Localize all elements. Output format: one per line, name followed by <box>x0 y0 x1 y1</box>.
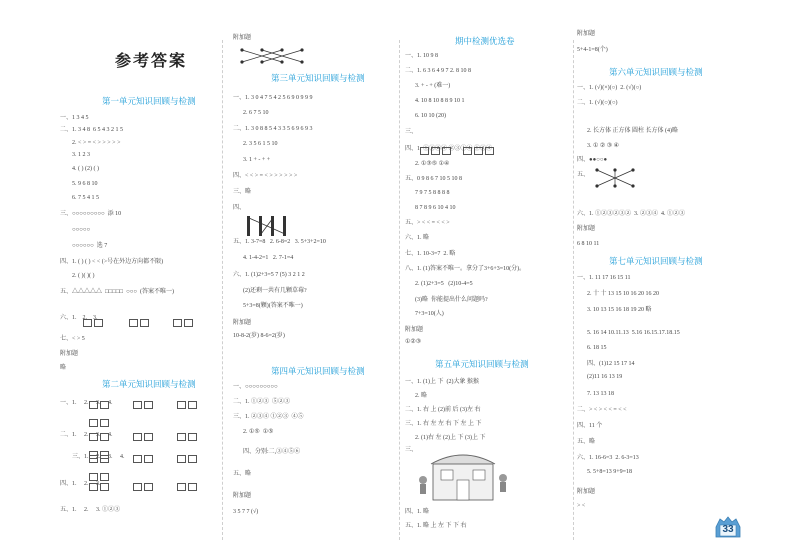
answer-line: 7 9 7 5 8 8 8 8 <box>415 190 450 196</box>
answer-line: 六、1. ①②③②③② 3. ②③④ 4. ①②③ <box>577 211 686 217</box>
answer-line: 3. 10 13 15 16 18 19 20 略 <box>587 307 652 313</box>
answer-line: 附加题 <box>577 226 596 232</box>
answer-line: 2. (1)2+3=5 (2)10-4=5 <box>415 281 473 287</box>
answer-line: 3. + - + (难一) <box>415 83 451 89</box>
answer-line: 2. 3 5 6 1 5 10 <box>243 141 278 147</box>
answer-line: 二、1. 右 上 (2)前 后 (3)左 右 <box>405 407 481 413</box>
answer-line: 三、○○○○○○○○○ 添 10 <box>60 211 122 217</box>
answer-line: 三、 <box>405 447 418 453</box>
answer-line: 二、1. ①②③ ⑤②③ <box>233 399 291 405</box>
answer-line: 六、1. 16-6=3 2. 6-3=13 <box>577 455 639 461</box>
answer-line: 附加题 <box>233 320 252 326</box>
answer-line: 3. 1 + - + + <box>243 157 271 163</box>
answer-line: 5. 5+8=13 9+9=18 <box>587 469 633 475</box>
check-box <box>83 319 92 327</box>
answer-line: 七、< > 5 <box>60 336 85 342</box>
answer-line: 附加题 <box>60 351 79 357</box>
answer-line: 7+3=10(人) <box>415 311 444 317</box>
section-title-unit6: 第六单元知识回顾与检测 <box>609 67 703 77</box>
answer-line: > < <box>577 503 586 509</box>
answer-line: 4. ( ) (2) ( ) <box>72 166 99 172</box>
page-title: 参考答案 <box>115 53 188 70</box>
answer-line: 3. 1 2 3 <box>72 152 90 158</box>
answer-line: 五、> < < = < < > <box>405 220 450 226</box>
matching-diagram <box>238 46 308 66</box>
answer-line: 5+3=8(颗)(答案不唯一) <box>243 303 303 309</box>
answer-line: ○○○○○○ 选 7 <box>72 243 108 249</box>
answer-line: 四、(1)12 15 17 14 <box>587 361 635 367</box>
answer-line: 五、0 9 8 6 7 10 5 10 8 <box>405 176 463 182</box>
extra-heading: 附加题 <box>577 31 596 37</box>
answer-line: 四、1. ①③②④ ②③①④ ①③④ <box>405 146 493 152</box>
answer-line: 三、 <box>405 129 418 135</box>
answer-line: 五、 <box>577 172 590 178</box>
answer-line: 略 <box>60 365 67 371</box>
answer-line: 一、1. (√)(×)(○) 2. (√)(○) <box>577 85 642 91</box>
answer-line: 三、略 <box>233 189 252 195</box>
answer-line: 8 7 8 9 6 10 4 10 <box>415 205 456 211</box>
column-3 <box>405 18 571 548</box>
path-diagram <box>593 166 637 190</box>
section-title-unit5: 第五单元知识回顾与检测 <box>435 359 529 369</box>
unit2-boxes <box>88 396 220 504</box>
section-title-unit7: 第七单元知识回顾与检测 <box>609 256 703 266</box>
answer-line: 2. ①③⑤ ①④ <box>415 161 450 167</box>
answer-line: 三、1. 右 左 左 右 下 左 上 下 <box>405 421 482 427</box>
answer-line: 七、1. 10-3=7 2. 略 <box>405 251 456 257</box>
answer-line: 八、1. (1)答案不唯一。拿分了3+6+3=10(分)。 <box>405 266 526 272</box>
check-box <box>94 319 103 327</box>
answer-line: 2. 6 7 5 10 <box>243 110 269 116</box>
answer-line: 附加题 <box>405 327 424 333</box>
house-figure <box>415 450 511 502</box>
answer-line: 10-8-2(岁) 8-6=2(岁) <box>233 333 285 339</box>
answer-line: 五、1. 2. 3. ①②③ <box>60 507 121 513</box>
answer-line: 五、1. 略 上 左 下 下 右 <box>405 523 467 529</box>
answer-line: 2. < > = < > > > > > <box>72 140 121 146</box>
answer-line: 4. 1-4-2=1 2. 7-1=4 <box>243 255 294 261</box>
answer-line: 四、分别:二,③④⑤⑥ <box>243 449 301 455</box>
answer-line: 4. 10 8 10 8 8 9 10 1 <box>415 98 465 104</box>
answer-line: 五、1. 3-7=8 2. 6-8=2 3. 5+3+2=10 <box>233 239 326 245</box>
answer-line: 5+4-1=8(个) <box>577 47 608 53</box>
answer-line: 一、1. 10 9 8 <box>405 53 439 59</box>
answer-line: (2)11 16 13 19 <box>587 374 623 380</box>
answer-line: 7. 13 13 18 <box>587 391 614 397</box>
answer-line: 六、1. 略 <box>405 235 430 241</box>
section-title-midterm: 期中检测优选卷 <box>455 36 515 46</box>
answer-line: 一、1. 11 17 16 15 11 <box>577 275 631 281</box>
answer-line: 四、1. 略 <box>405 509 430 515</box>
answer-line: 一、1 3 4 5 <box>60 115 89 121</box>
answer-line: 四、1. ( ) ( ) < < (>号在外边方向都不限) <box>60 259 164 265</box>
answer-line: 五、略 <box>233 471 252 477</box>
answer-line: 四、 <box>233 205 246 211</box>
section-title-unit4: 第四单元知识回顾与检测 <box>271 366 365 376</box>
page-number: 33 <box>722 524 734 535</box>
answer-line: 6 8 10 11 <box>577 241 600 247</box>
answer-line: 附加题 <box>233 493 252 499</box>
answer-line: 四、< < > = < > > > > > > <box>233 173 298 179</box>
line-match-figure <box>245 214 289 238</box>
answer-line: ○○○○○ <box>72 227 91 233</box>
answer-line: 六、1. 2. 3. <box>60 315 98 321</box>
answer-line: 一、○○○○○○○○○ <box>233 384 278 390</box>
answer-line: 四、11 个 <box>577 423 603 429</box>
answer-line: 一、1. 2. 3. 4. <box>60 400 113 406</box>
section-title-unit3: 第三单元知识回顾与检测 <box>271 73 365 83</box>
answer-line: 2. 长方体 正方体 圆柱 长方体 (4)略 <box>587 128 678 134</box>
answer-line: 2. ( )( )( ) <box>72 273 95 279</box>
divider-2 <box>399 40 400 540</box>
column-2 <box>233 18 395 548</box>
answer-line: 三、1. ②③④ ①②③ ④⑤ <box>233 414 304 420</box>
column-4 <box>577 18 743 548</box>
answer-line: 三、1. 2. 3. 4. <box>72 454 125 460</box>
answer-line: (2)还剩一共有几颗草莓? <box>243 288 307 294</box>
answer-line: ①②③ <box>405 339 422 345</box>
answer-line: 3. ① ② ③ ④ <box>587 143 620 149</box>
divider-1 <box>222 40 223 540</box>
section-title-unit1: 第一单元知识回顾与检测 <box>102 96 196 106</box>
answer-line: 五、△△△△△ □□□□□ ○○○ (答案不唯一) <box>60 289 174 295</box>
divider-3 <box>573 40 574 540</box>
answer-line: 2. (1)右 左 (2)上 下 (3)上 下 <box>415 435 486 441</box>
answer-line: 2. ①⑤ ①⑤ <box>243 429 274 435</box>
column-1 <box>60 18 220 548</box>
answer-line: 二、1. (√)(○)(○) <box>577 100 618 106</box>
check-box <box>129 319 138 327</box>
answer-line: 二、> < > < < = < < <box>577 407 627 413</box>
answer-line: 二、1. 6 3 6 4 9 7 2. 8 10 8 <box>405 68 472 74</box>
answer-line: 一、1. (1)上 下 (2)大象 猴猴 <box>405 379 479 385</box>
answer-line: 附加题 <box>577 489 596 495</box>
answer-line: 5. 16 14 10.11.13 5.16 16.15.17.18.15 <box>587 330 680 336</box>
answer-line: 2. 略 <box>415 393 428 399</box>
check-box <box>184 319 193 327</box>
extra-heading: 附加题 <box>233 35 252 41</box>
answer-line: 6. 18 15 <box>587 345 607 351</box>
answer-line: 四、1. 2. 3. <box>60 481 101 487</box>
answer-line: 六、1. (1)2+3=5 7 (5) 3 2 1 2 <box>233 272 305 278</box>
answer-line: 6. 10 10 (20) <box>415 113 446 119</box>
section-title-unit2: 第二单元知识回顾与检测 <box>102 379 196 389</box>
answer-line: 5. 9 6 8 10 <box>72 181 98 187</box>
answer-line: 二、1. 3 0 8 8 5 4 3 3 5 6 9 6 9 3 <box>233 126 313 132</box>
answer-line: 一、1. 3 0 4 7 5 4 2 5 6 9 0 9 9 9 <box>233 95 313 101</box>
answer-line: 二、1. 3 4 8 6 5 4 3 2 1 5 <box>60 127 124 133</box>
answer-line: (3)略 你能提出什么问题吗? <box>415 297 488 303</box>
answer-line: 2. 十 十 13 15 10 16 20 16 20 <box>587 291 660 297</box>
answer-line: 四、●●○○● <box>577 157 608 163</box>
answer-line: 二、1. 2. 3. 4. <box>60 432 113 438</box>
midterm-boxes <box>419 142 495 160</box>
check-box <box>140 319 149 327</box>
check-box <box>173 319 182 327</box>
answer-line: 3 5 7 7 (√) <box>233 509 259 515</box>
answer-line: 6. 7 5 4 1 5 <box>72 195 99 201</box>
page-number-badge <box>714 515 742 539</box>
check-boxes-row <box>82 314 194 332</box>
answer-line: 五、略 <box>577 439 596 445</box>
